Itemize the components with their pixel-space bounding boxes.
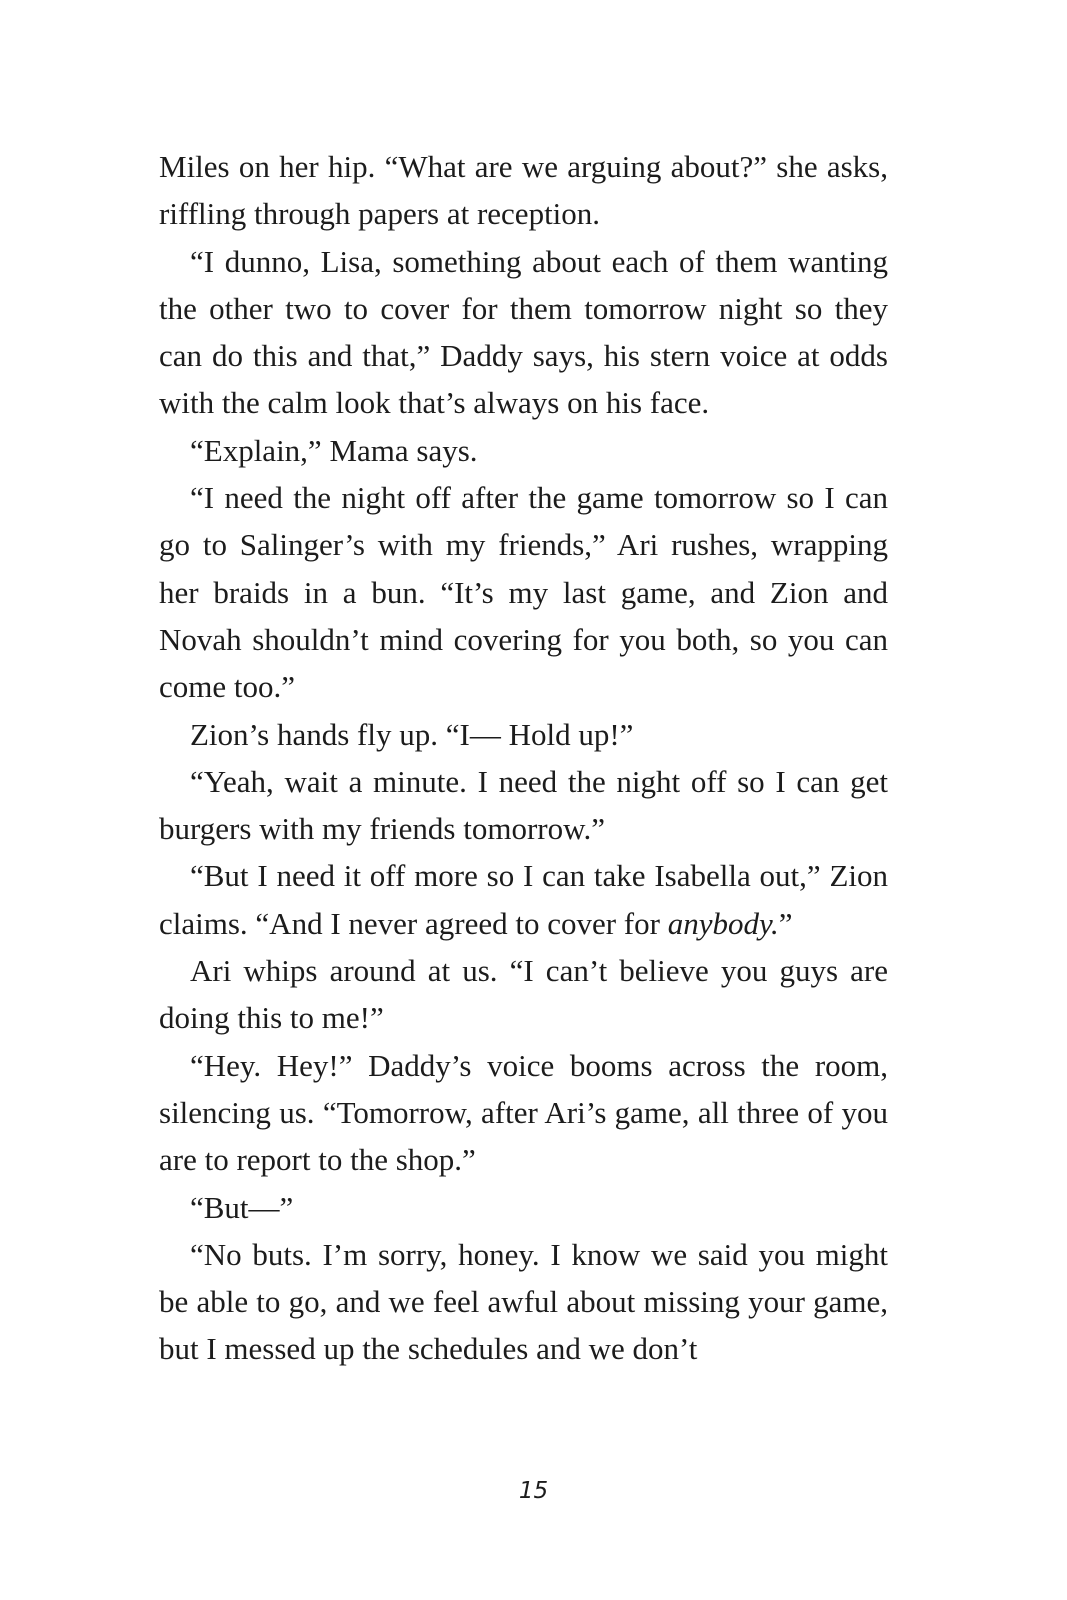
- paragraph-11: “No buts. I’m sorry, honey. I know we said you might be able to go, and we feel awful about missing your game, but I messed up the schedules and we don’t: [159, 1236, 888, 1367]
- paragraph-5: Zion’s hands fly up. “I— Hold up!”: [190, 716, 634, 752]
- paragraph-3: “Explain,” Mama says.: [190, 432, 478, 468]
- paragraph-7: [159, 852, 888, 947]
- paragraph-8: Ari whips around at us. “I can’t believe you guys are doing this to me!”: [159, 953, 888, 1036]
- paragraph-4: “I need the night off after the game tomorrow so I can go to Salinger’s with my friends,” Ari rushes, wrapping her braids in a bun. “It’s my last game, and Zion and Novah shouldn’t mind covering for you both, so you can come too.”: [159, 480, 888, 705]
- paragraph-10: “But—”: [190, 1189, 294, 1225]
- paragraph-7-start: “But I need it off more so I can take Isabella out,” Zion claims. “And I never agreed to cover for: [159, 858, 888, 941]
- page-number: 15: [518, 1478, 549, 1504]
- paragraph-1: Miles on her hip. “What are we arguing about?” she asks, riffling through papers at reception.: [159, 149, 888, 232]
- body-text: [159, 143, 888, 1373]
- paragraph-2: “I dunno, Lisa, something about each of them wanting the other two to cover for them tomorrow night so they can do this and that,” Daddy says, his stern voice at odds with the calm look that’s always on his face.: [159, 243, 888, 421]
- paragraph-7-emphasis: anybody.: [667, 905, 779, 941]
- paragraph-9: “Hey. Hey!” Daddy’s voice booms across the room, silencing us. “Tomorrow, after Ari’s game, all three of you are to report to the shop.”: [159, 1047, 888, 1178]
- paragraph-6: “Yeah, wait a minute. I need the night off so I can get burgers with my friends tomorrow.”: [159, 763, 888, 847]
- paragraph-7-end: ”: [778, 905, 793, 941]
